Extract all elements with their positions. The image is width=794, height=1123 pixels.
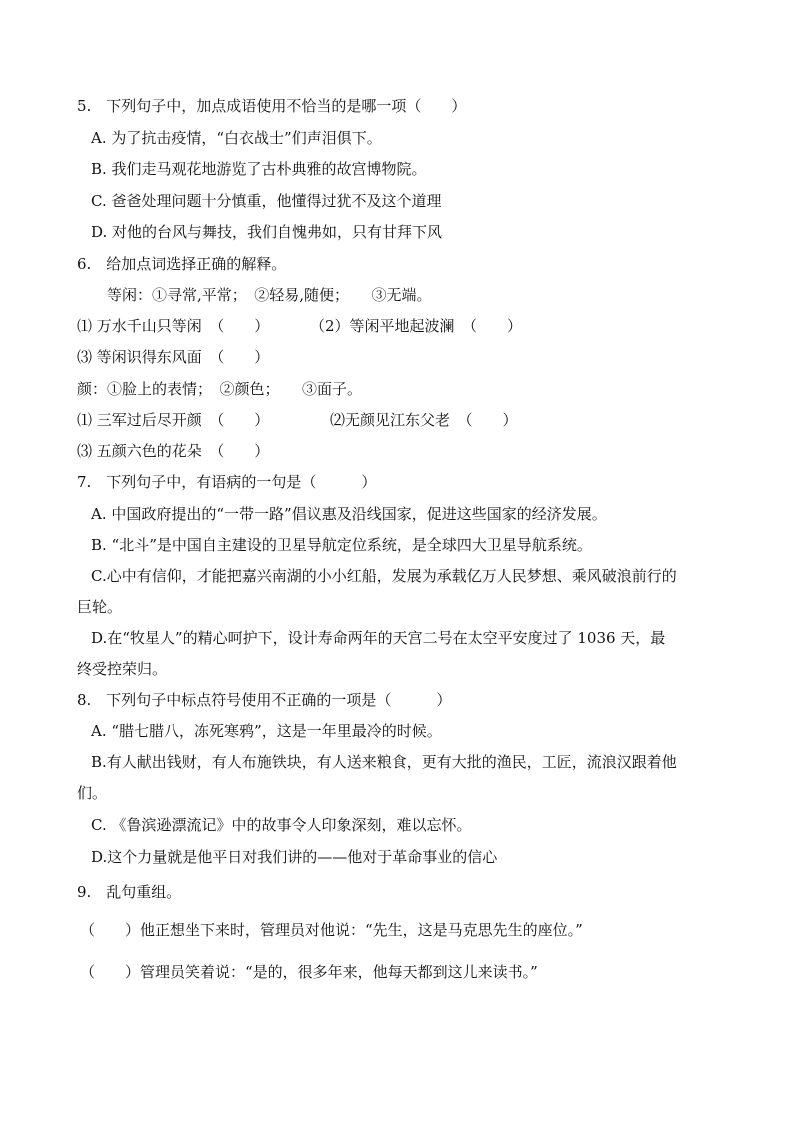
q6-dengxian-item-1: ⑴ 万水千山只等闲 （ ） xyxy=(77,317,270,335)
q5-option-a: A. 为了抗击疫情，“白衣战士”们声泪俱下。 xyxy=(91,129,382,147)
q8-option-c: C. 《鲁滨逊漂流记》中的故事令人印象深刻，难以忘怀。 xyxy=(91,816,472,834)
q5-option-c: C. 爸爸处理问题十分慎重，他懂得过犹不及这个道理 xyxy=(91,192,442,210)
q6-dengxian-item-2: （2）等闲平地起波澜 （ ） xyxy=(310,317,523,335)
q8-option-d: D.这个力量就是他平日对我们讲的——他对于革命事业的信心 xyxy=(91,848,498,866)
q5-option-d: D. 对他的台风与舞技，我们自愧弗如，只有甘拜下风 xyxy=(91,223,443,241)
q7-stem: 7. 下列句子中，有语病的一句是（ ） xyxy=(77,473,377,491)
q8-option-b-continued: 们。 xyxy=(77,784,108,802)
q7-option-d: D.在“牧星人”的精心呵护下，设计寿命两年的天宫二号在太空平安度过了 1036 天，最 xyxy=(91,629,666,647)
q9-item-2: （ ）管理员笑着说：“是的，很多年来，他每天都到这儿来读书。” xyxy=(80,963,538,981)
q6-yan-item-2: ⑵无颜见江东父老 （ ） xyxy=(330,411,518,429)
q9-stem: 9. 乱句重组。 xyxy=(77,883,182,901)
q6-stem: 6. 给加点词选择正确的解释。 xyxy=(77,255,287,273)
q8-stem: 8. 下列句子中标点符号使用不正确的一项是（ ） xyxy=(77,691,452,709)
q6-yan-definition: 颜：①脸上的表情； ②颜色； ③面子。 xyxy=(77,380,363,398)
q7-option-b: B. “北斗”是中国自主建设的卫星导航定位系统，是全球四大卫星导航系统。 xyxy=(91,536,592,554)
q5-stem: 5. 下列句子中，加点成语使用不恰当的是哪一项（ ） xyxy=(77,97,467,115)
q6-yan-item-1: ⑴ 三军过后尽开颜 （ ） xyxy=(77,411,270,429)
q7-option-c-continued: 巨轮。 xyxy=(77,598,123,616)
q7-option-a: A. 中国政府提出的“一带一路”倡议惠及沿线国家，促进这些国家的经济发展。 xyxy=(91,505,607,523)
q7-option-c: C.心中有信仰，才能把嘉兴南湖的小小红船，发展为承载亿万人民梦想、乘风破浪前行的 xyxy=(91,567,677,585)
q8-option-a: A. “腊七腊八，冻死寒鸦”，这是一年里最冷的时候。 xyxy=(91,722,442,740)
q8-option-b: B.有人献出钱财，有人布施铁块，有人送来粮食，更有大批的渔民，工匠，流浪汉跟着他 xyxy=(91,753,677,771)
q6-dengxian-item-3: ⑶ 等闲识得东风面 （ ） xyxy=(77,348,270,366)
q6-yan-item-3: ⑶ 五颜六色的花朵 （ ） xyxy=(77,442,270,460)
q7-option-d-continued: 终受控荣归。 xyxy=(77,660,168,678)
q5-option-b: B. 我们走马观花地游览了古朴典雅的故宫博物院。 xyxy=(91,160,427,178)
q9-item-1: （ ）他正想坐下来时，管理员对他说：“先生，这是马克思先生的座位。” xyxy=(80,921,583,939)
q6-dengxian-definition: 等闲：①寻常,平常； ②轻易,随便； ③无端。 xyxy=(107,286,432,304)
